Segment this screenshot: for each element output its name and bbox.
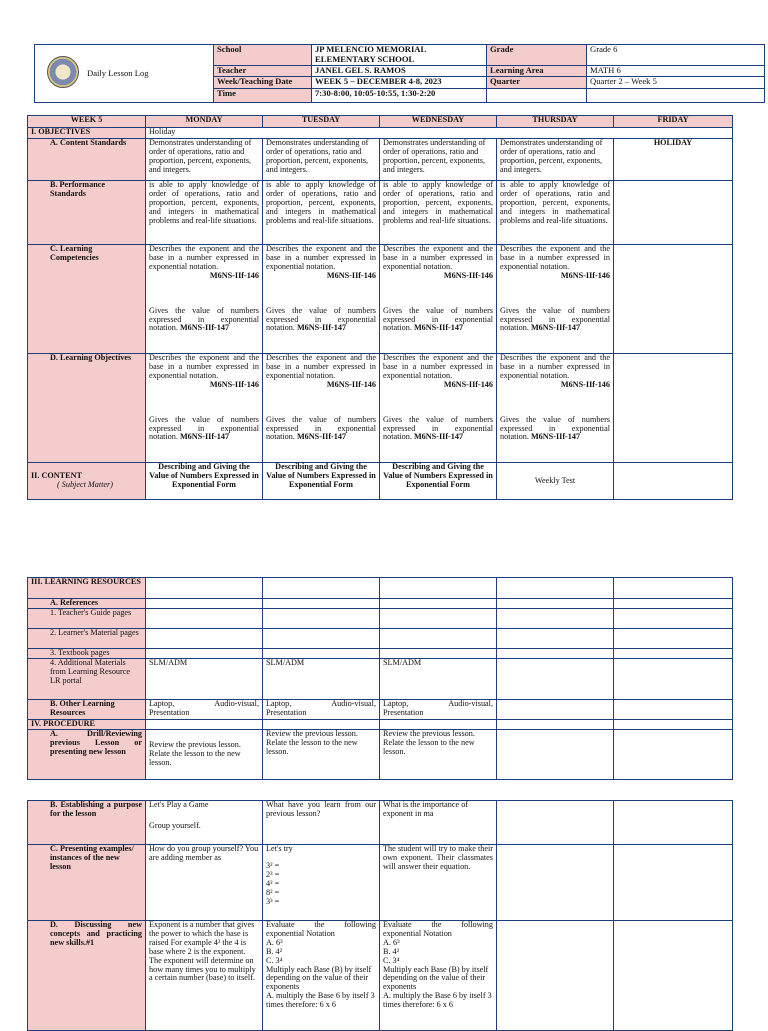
content-standards-label: A. Content Standards — [28, 139, 146, 181]
empty-cell — [614, 463, 733, 500]
resources-label: III. LEARNING RESOURCES — [28, 578, 146, 599]
competencies-mon: Describes the exponent and the base in a number expressed in exponential notation. M6NS-IIf-146 Gives the value of numbers expressed in exponential notation. M6NS-IIf-147 — [146, 245, 263, 354]
presenting-examples-wed: The student will try to make their own exponent. Their classmates will answer their equation. — [380, 845, 497, 921]
additional-materials-tue: SLM/ADM — [263, 659, 380, 700]
header-table — [34, 44, 765, 103]
references-label: A. References — [28, 599, 146, 609]
content-topic-mon: Describing and Giving the Value of Numbers Expressed in Exponential Form — [146, 463, 263, 500]
textbook-label: 3. Textbook pages — [28, 649, 146, 659]
objectives-mon: Describes the exponent and the base in a number expressed in exponential notation. M6NS-IIf-146 Gives the value of numbers expressed in exponential notation. M6NS-IIf-147 — [146, 354, 263, 463]
purpose-mon: Let's Play a Game Group yourself. — [146, 801, 263, 845]
content-label: II. CONTENT ( Subject Matter) — [28, 463, 146, 500]
friday-holiday: HOLIDAY — [614, 139, 733, 181]
day-header-thursday: THURSDAY — [497, 116, 614, 128]
content-standards-wed: Demonstrates understanding of order of operations, ratio and proportion, percent, exponents, and integers. — [380, 139, 497, 181]
empty-cell — [587, 89, 765, 103]
additional-materials-wed: SLM/ADM — [380, 659, 497, 700]
additional-materials-label: 4. Additional Materials from Learning Resource LR portal — [28, 659, 146, 700]
content-weekly-test: Weekly Test — [497, 463, 614, 500]
discussing-mon: Exponent is a number that gives the power to which the base is raised For example 4² the 4 is base where 2 is the exponent. The exponent will determine on how many times you to multiply a certain number (base) to itself. — [146, 921, 263, 1031]
other-resources-wed: Laptop, Audio-visual, Presentation — [380, 700, 497, 720]
competencies-tue: Describes the exponent and the base in a number expressed in exponential notation. M6NS-IIf-146 Gives the value of numbers expressed in exponential notation. M6NS-IIf-147 — [263, 245, 380, 354]
objectives-label: I. OBJECTIVES — [28, 128, 146, 139]
school-label: School — [214, 45, 312, 66]
teacher-value: JANEL GEL S. RAMOS — [312, 66, 487, 77]
discussing-wed: Evaluate the following exponential Notation A. 6³ B. 4² C. 3⁴ Multiply each Base (B) by itself depending on the value of their exponents A. multiply the Base 6 by itself 3 times therefore: 6 x 6 — [380, 921, 497, 1031]
purpose-wed: What is the importance of exponent in ma — [380, 801, 497, 845]
content-standards-mon: Demonstrates understanding of order of operations, ratio and proportion, percent, exponents, and integers. — [146, 139, 263, 181]
learning-objectives-label: D. Learning Objectives — [28, 354, 146, 463]
objectives-thu: Describes the exponent and the base in a number expressed in exponential notation. M6NS-IIf-146 Gives the value of numbers expressed in exponential notation. M6NS-IIf-147 — [497, 354, 614, 463]
competencies-thu: Describes the exponent and the base in a number expressed in exponential notation. M6NS-IIf-146 Gives the value of numbers expressed in exponential notation. M6NS-IIf-147 — [497, 245, 614, 354]
day-header-wednesday: WEDNESDAY — [380, 116, 497, 128]
performance-standards-thu: is able to apply knowledge of order of operations, ratio and proportion, percent, exponents, and integers in mathematical problems and real-life situations. — [497, 181, 614, 245]
drill-review-mon: Review the previous lesson. Relate the lesson to the new lesson. — [146, 730, 263, 780]
date-label: Week/Teaching Date — [214, 77, 312, 89]
content-standards-tue: Demonstrates understanding of order of operations, ratio and proportion, percent, exponents, and integers. — [263, 139, 380, 181]
additional-materials-mon: SLM/ADM — [146, 659, 263, 700]
day-header-week: WEEK 5 — [28, 116, 146, 128]
drill-review-label: A. Drill/Reviewing previous Lesson or presenting new lesson — [28, 730, 146, 780]
other-resources-label: B. Other Learning Resources — [28, 700, 146, 720]
area-value: MATH 6 — [587, 66, 765, 77]
procedure-label: IV. PROCEDURE — [28, 720, 146, 730]
presenting-examples-label: C. Presenting examples/ instances of the new lesson — [28, 845, 146, 921]
area-label: Learning Area — [487, 66, 587, 77]
empty-cell — [487, 89, 587, 103]
content-topic-wed: Describing and Giving the Value of Numbers Expressed in Exponential Form — [380, 463, 497, 500]
day-header-friday: FRIDAY — [614, 116, 733, 128]
date-value: WEEK 5 – DECEMBER 4-8, 2023 — [312, 77, 487, 89]
resources-table — [27, 577, 733, 780]
presenting-examples-tue: Let's try 3² = 2³ = 4² = 8² = 3³ = — [263, 845, 380, 921]
objectives-tue: Describes the exponent and the base in a number expressed in exponential notation. M6NS-IIf-146 Gives the value of numbers expressed in exponential notation. M6NS-IIf-147 — [263, 354, 380, 463]
school-value: JP MELENCIO MEMORIAL ELEMENTARY SCHOOL — [312, 45, 487, 66]
teacher-label: Teacher — [214, 66, 312, 77]
quarter-label: Quarter — [487, 77, 587, 89]
teachers-guide-label: 1. Teacher's Guide pages — [28, 609, 146, 629]
purpose-label: B. Establishing a purpose for the lesson — [28, 801, 146, 845]
discussing-tue: Evaluate the following exponential Notation A. 6³ B. 4² C. 3⁴ Multiply each Base (B) by itself depending on the value of their exponents A. multiply the Base 6 by itself 3 times therefore: 6 x 6 — [263, 921, 380, 1031]
grade-value: Grade 6 — [587, 45, 765, 66]
competencies-wed: Describes the exponent and the base in a number expressed in exponential notation. M6NS-IIf-146 Gives the value of numbers expressed in exponential notation. M6NS-IIf-147 — [380, 245, 497, 354]
empty-cell — [614, 245, 733, 354]
content-topic-tue: Describing and Giving the Value of Numbers Expressed in Exponential Form — [263, 463, 380, 500]
day-header-monday: MONDAY — [146, 116, 263, 128]
holiday-note: Holiday — [146, 128, 733, 139]
day-header-tuesday: TUESDAY — [263, 116, 380, 128]
objectives-wed: Describes the exponent and the base in a number expressed in exponential notation. M6NS-IIf-146 Gives the value of numbers expressed in exponential notation. M6NS-IIf-147 — [380, 354, 497, 463]
time-value: 7:30-8:00, 10:05-10:55, 1:30-2:20 — [312, 89, 487, 103]
content-standards-thu: Demonstrates understanding of order of operations, ratio and proportion, percent, exponents, and integers. — [497, 139, 614, 181]
other-resources-mon: Laptop, Audio-visual, Presentation — [146, 700, 263, 720]
presenting-examples-mon: How do you group yourself? You are adding member as — [146, 845, 263, 921]
performance-standards-mon: is able to apply knowledge of order of operations, ratio and proportion, percent, exponents, and integers in mathematical problems and real-life situations. — [146, 181, 263, 245]
purpose-tue: What have you learn from our previous lesson? — [263, 801, 380, 845]
quarter-value: Quarter 2 – Week 5 — [587, 77, 765, 89]
grade-label: Grade — [487, 45, 587, 66]
empty-cell — [614, 354, 733, 463]
learning-competencies-label: C. Learning Competencies — [28, 245, 146, 354]
performance-standards-wed: is able to apply knowledge of order of operations, ratio and proportion, percent, exponents, and integers in mathematical problems and real-life situations. — [380, 181, 497, 245]
drill-review-tue: Review the previous lesson. Relate the lesson to the new lesson. — [263, 730, 380, 780]
drill-review-wed: Review the previous lesson. Relate the lesson to the new lesson. — [380, 730, 497, 780]
discussing-label: D. Discussing new concepts and practicing new skills.#1 — [28, 921, 146, 1031]
other-resources-tue: Laptop, Audio-visual, Presentation — [263, 700, 380, 720]
objectives-table — [27, 115, 733, 500]
time-label: Time — [214, 89, 312, 103]
performance-standards-label: B. Performance Standards — [28, 181, 146, 245]
learners-material-label: 2. Learner's Material pages — [28, 629, 146, 649]
performance-standards-tue: is able to apply knowledge of order of operations, ratio and proportion, percent, exponents, and integers in mathematical problems and real-life situations. — [263, 181, 380, 245]
header-title: Daily Lesson Log — [35, 45, 214, 103]
procedure-table — [27, 800, 733, 1031]
empty-cell — [614, 181, 733, 245]
